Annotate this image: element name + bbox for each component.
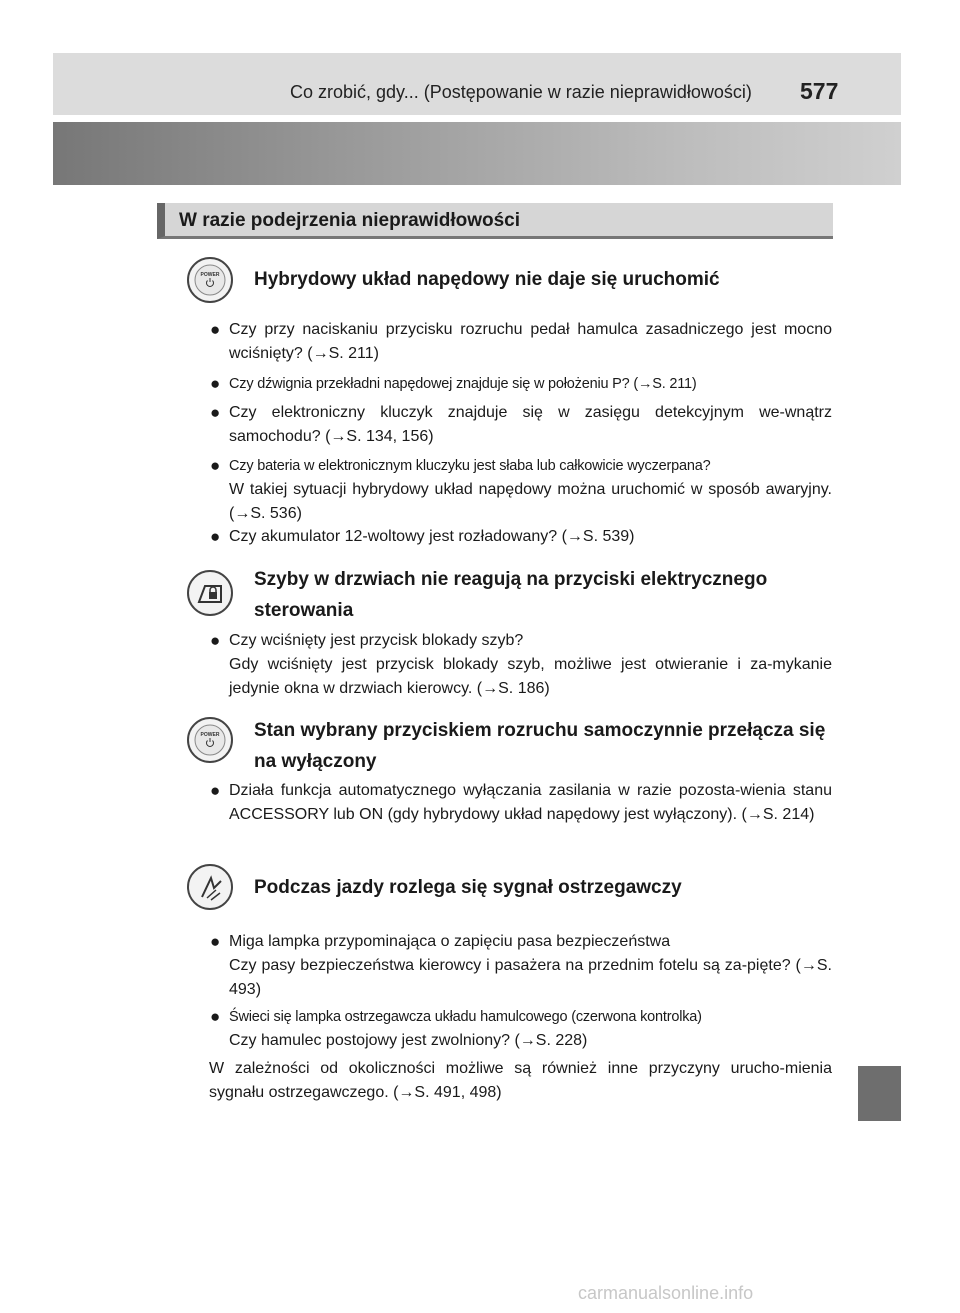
svg-text:POWER: POWER — [200, 732, 220, 738]
list-item: ● Świeci się lampka ostrzegawcza układu hamulcowego (czerwona kontrolka) Czy hamulec postojowy jest zwolniony? (→S. 228) — [210, 1007, 702, 1049]
bullet-icon: ● — [210, 932, 221, 951]
bullet-icon: ● — [210, 1007, 221, 1026]
topic-heading: Szyby w drzwiach nie reagują na przyciski elektrycznego sterowania — [254, 569, 768, 621]
bullet-icon: ● — [210, 403, 221, 422]
bullet-icon: ● — [210, 527, 221, 546]
section-tab — [858, 1066, 901, 1121]
topic-heading: Stan wybrany przyciskiem rozruchu samoczynnie przełącza się na wyłączony — [254, 720, 826, 772]
bullet-icon: ● — [210, 631, 221, 650]
bullet-icon: ● — [210, 374, 221, 393]
topic-heading: Podczas jazdy rozlega się sygnał ostrzegawczy — [254, 877, 682, 898]
power-button-icon — [187, 257, 233, 303]
list-item: ● Czy dźwignia przekładni napędowej znajduje się w położeniu P? (→S. 211) — [210, 372, 832, 396]
list-item: ● Czy akumulator 12-woltowy jest rozładowany? (→S. 539) — [210, 525, 832, 549]
svg-text:POWER: POWER — [200, 272, 220, 278]
bullet-icon: ● — [210, 320, 221, 339]
watermark: carmanualsonline.info — [578, 1283, 754, 1303]
power-button-icon — [187, 717, 233, 763]
bullet-icon: ● — [210, 456, 221, 475]
list-item: ● Działa funkcja automatycznego wyłączania zasilania w razie pozosta-wienia stanu ACCESSORY lub ON (gdy hybrydowy układ napędowy jest wyłączony). (→S. 214) — [210, 781, 832, 823]
closing-note: W zależności od okoliczności możliwe są również inne przyczyny urucho-mienia sygnału ostrzegawczego. (→S. 491, 498) — [209, 1060, 832, 1101]
page-number: 577 — [800, 78, 839, 104]
list-item: ● Czy elektroniczny kluczyk znajduje się w zasięgu detekcyjnym we-wnątrz samochodu? (→S. 134, 156) — [210, 403, 832, 445]
chapter-band — [53, 122, 901, 185]
warning-buzzer-icon — [187, 864, 233, 910]
bullet-icon: ● — [210, 781, 221, 800]
running-head: Co zrobić, gdy... (Postępowanie w razie nieprawidłowości) — [290, 82, 752, 102]
list-item: ● Czy wciśnięty jest przycisk blokady szyb? Gdy wciśnięty jest przycisk blokady szyb, możliwe jest otwieranie i za-mykanie jedynie okna w drzwiach kierowcy. (→S. 186) — [210, 631, 832, 697]
list-item: ● Czy przy naciskaniu przycisku rozruchu pedał hamulca zasadniczego jest mocno wciśnięty? (→S. 211) — [210, 320, 832, 362]
list-item: ● Miga lampka przypominająca o zapięciu pasa bezpieczeństwa Czy pasy bezpieczeństwa kierowcy i pasażera na przednim fotelu są za-pięte? (→S. 493) — [210, 932, 832, 998]
list-item: ● Czy bateria w elektronicznym kluczyku jest słaba lub całkowicie wyczerpana? W takiej sytuacji hybrydowy układ napędowy można uruchomić w sposób awaryjny. (→S. 536) — [210, 456, 832, 522]
topic-heading: Hybrydowy układ napędowy nie daje się uruchomić — [254, 269, 720, 290]
window-lock-icon — [187, 570, 233, 616]
section-title: W razie podejrzenia nieprawidłowości — [179, 210, 521, 231]
section-title-bar — [157, 203, 833, 239]
